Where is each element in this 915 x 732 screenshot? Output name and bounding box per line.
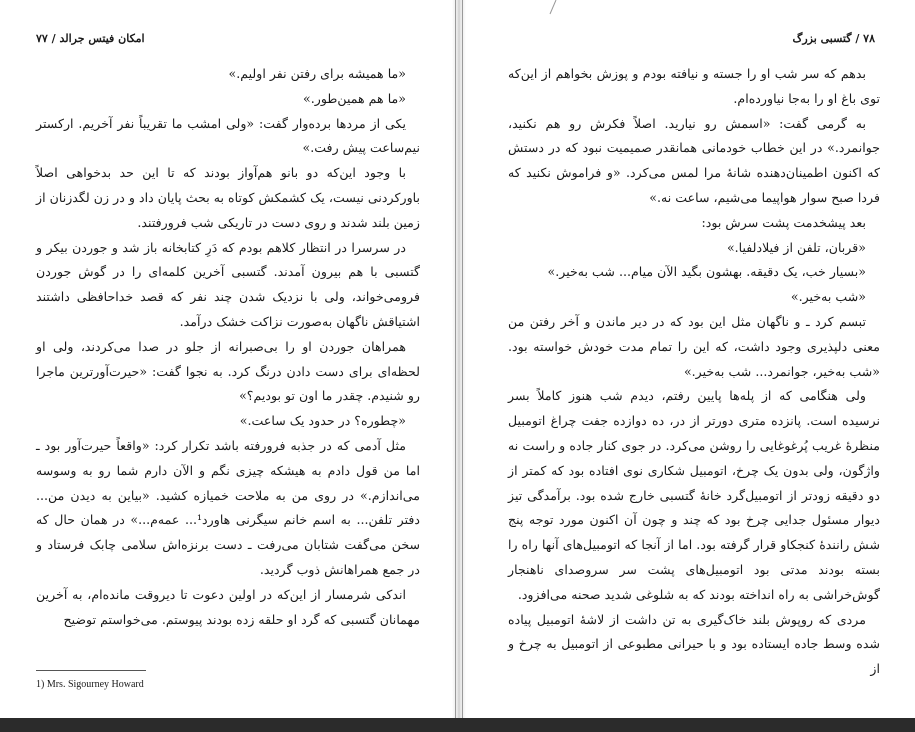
gutter-edge-left	[455, 0, 456, 718]
paragraph: مثل آدمی که در جذبه فرورفته باشد تکرار کرد: «واقعاً حیرت‌آور بود ـ اما من قول دادم به هیشکه چیزی نگم و الآن دارم شما رو به وسوسه می‌اندازم.» در روی من به ملاحت خمیازه کشید. «بیاین به دیدن من... دفتر تلفن... به اسم خانم سیگرنی هاورد¹... عمه‌م...» در همان حال که سخن می‌گفت شتابان می‌رفت ـ دست برنزه‌اش سلامی چابک فرستاد و در جمع همراهانش ذوب گردید.	[36, 437, 420, 577]
paragraph: تبسم کرد ـ و ناگهان مثل این بود که در دیر ماندن و آخر رفتن من معنی دلپذیری وجود داشت، که این را تمام مدت خودش خواسته بود. «شب به‌خیر، جوانمرد... شب به‌خیر.»	[508, 313, 880, 379]
gutter-edge-right	[462, 0, 463, 718]
paragraph: «قربان، تلفن از فیلادلفیا.»	[726, 239, 866, 255]
paragraph: بدهم که سر شب او را جسته و نیافته بودم و پوزش بخواهم از این‌که توی باغ او را به‌جا نیاورده‌ام.	[508, 66, 880, 106]
scan-mark-icon	[526, 0, 586, 20]
paragraph: بعد پیشخدمت پشت سرش بود:	[701, 214, 866, 230]
paragraph: همراهان جوردن او را بی‌صبرانه از جلو در صدا می‌کردند، ولی او لحظه‌ای برای دست دادن درنگ کرد. به نجوا گفت: «حیرت‌آورترین ماجرا رو شنیدم. چقدر ما اون تو بودیم؟»	[36, 338, 420, 404]
bottom-bar	[0, 718, 915, 732]
paragraph: «ما همیشه برای رفتن نفر اولیم.»	[228, 66, 406, 81]
paragraph: «بسیار خب، یک دقیقه. بهشون بگید الآن میام... شب به‌خیر.»	[547, 264, 866, 280]
right-page	[466, 0, 915, 718]
paragraph: ولی هنگامی که از پله‌ها پایین رفتم، دیدم شب هنوز کاملاً بسر نرسیده است. پانزده متری دورتر از در، ده دوازده جفت چراغ اتومبیل منظرهٔ غریب پُرغوغایی را روشن می‌کرد. در جوی کنار جاده و راست نه واژگون، ولی بدون یک چرخ، اتومبیل شکاری نوی افتاده بود که کمتر از دو دقیقه زودتر از اتومبیل‌گرد خانهٔ گتسبی خارج شده بود. برآمدگی تیز دیوار مسئول جدایی چرخ بود که چند و چون آن اکنون مورد توجه پنج شش راننده‌ٔ کنجکاو قرار گرفته بود. اما از آنجا که اتومبیل‌های آنها راه را بسته بودند مدتی بود اتومبیل‌های پشت سر سروصدای ناهنجار گوش‌خراشی به راه انداخته بودند که به شلوغی شدید صحنه می‌افزود.	[508, 388, 880, 602]
paragraph: مردی که روپوش بلند خاک‌گیری به تن داشت از لاشهٔ اتومبیل پیاده شده وسط جاده ایستاده بود و با حیرانی مطبوعی از اتومبیل به چرخ و از	[508, 611, 880, 677]
left-page-body	[36, 62, 420, 632]
paragraph: اندکی شرمسار از این‌که در اولین دعوت تا دیروقت مانده‌ام، به آخرین مهمانان گتسبی که گرد او حلقه زده بودند پیوستم. می‌خواستم توضیح	[36, 586, 420, 627]
footnote-divider	[36, 670, 146, 671]
paragraph: یکی از مردها برده‌وار گفت: «ولی امشب ما تقریباً نفر آخریم. ارکستر نیم‌ساعت پیش رفت.»	[36, 115, 420, 156]
paragraph: با وجود این‌که دو بانو هم‌آواز بودند که تا این حد بدخواهی اصلاً باورکردنی نیست، یک کشمکش کوتاه به بحث پایان داد و در زن لگدزنان از زمین بلند شدند و روی دست در تاریکی شب فرورفتند.	[36, 165, 420, 230]
right-page-header: ۷۸ / گتسبی بزرگ	[792, 32, 875, 45]
left-page-header: امکان فیتس جرالد / ۷۷	[36, 32, 145, 45]
right-page-body	[508, 62, 880, 682]
left-page	[0, 0, 452, 718]
paragraph: به گرمی گفت: «اسمش رو نیارید. اصلاً فکرش رو هم نکنید، جوانمرد.» در این خطاب خودمانی همانقدر صمیمیت نبود که در دستش که اکنون اطمینان‌دهنده شانه‌ٔ مرا لمس می‌کرد. «و فراموش نکنید که فردا صبح سوار هواپیما می‌شیم، ساعت نه.»	[508, 115, 880, 205]
paragraph: در سرسرا در انتظار کلاهم بودم که دَرِ کتابخانه باز شد و جوردن بیکر و گتسبی با هم بیرون آمدند. گتسبی آخرین کلمه‌ای را در گوش جوردن فرومی‌خواند، ولی با نزدیک شدن چند نفر که قصد خداحافظی داشتند اشتیاقش ناگهان به‌صورت نزاکت خشک درآمد.	[36, 239, 420, 329]
paragraph: «شب به‌خیر.»	[790, 289, 866, 305]
paragraph: «چطوره؟ در حدود یک ساعت.»	[239, 413, 406, 429]
book-gutter	[452, 0, 466, 718]
footnote: 1) Mrs. Sigourney Howard	[36, 679, 144, 690]
paragraph: «ما هم همین‌طور.»	[303, 90, 406, 106]
